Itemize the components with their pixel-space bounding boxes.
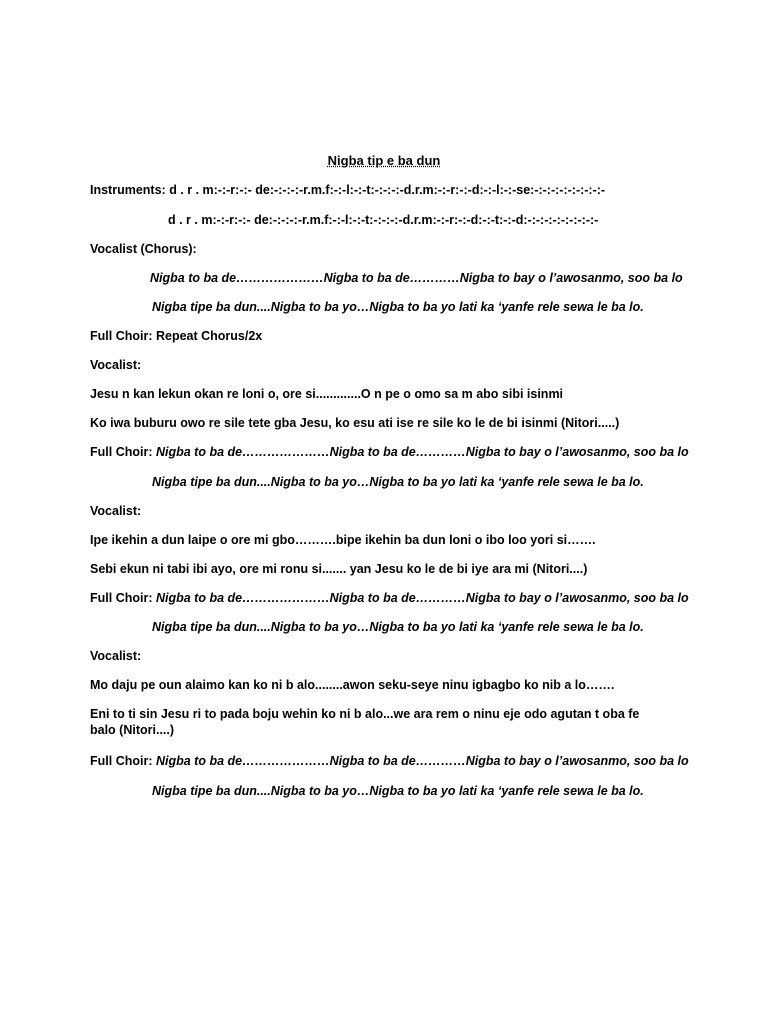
chorus-line-1: Nigba to ba de…………………Nigba to ba de…………Nigba to bay o l’awosanmo, soo ba lo [155, 591, 689, 605]
verse1-line-2: Ko iwa buburu owo re sile tete gba Jesu, ko esu ati ise re sile ko le de bi isinmi (Nitori.....) [90, 416, 620, 430]
chorus-line-2: Nigba tipe ba dun....Nigba to ba yo…Nigba to ba yo lati ka ‘yanfe rele sewa le ba lo. [152, 300, 644, 314]
full-choir-chorus-1 [90, 444, 689, 460]
chorus-line-1: Nigba to ba de…………………Nigba to ba de…………Nigba to bay o l’awosanmo, soo ba lo [150, 271, 683, 285]
vocalist-label-2: Vocalist: [90, 504, 142, 518]
verse2-line-2: Sebi ekun ni tabi ibi ayo, ore mi ronu si....... yan Jesu ko le de bi iye ara mi (Nitori....) [90, 562, 588, 576]
full-choir-chorus-2 [90, 590, 689, 606]
instruments-notes-2: d . r . m:-:-r:-:- de:-:-:-:-r.m.f:-:-l:-:-t:-:-:-:-d.r.m:-:-r:-:-d:-:-t:-:-d:-:-:-:-:-:-:-:-:- [168, 213, 599, 227]
instruments-notes-1: d . r . m:-:-r:-:- de:-:-:-:-r.m.f:-:-l:-:-t:-:-:-:-d.r.m:-:-r:-:-d:-:-l:-:-se:-:-:-:-:-:-:-:-:- [169, 183, 606, 197]
full-choir-chorus-3 [90, 753, 689, 769]
chorus-line-2: Nigba tipe ba dun....Nigba to ba yo…Nigba to ba yo lati ka ‘yanfe rele sewa le ba lo. [152, 784, 644, 798]
full-choir-label: Full Choir: [90, 754, 153, 768]
verse2-line-1: Ipe ikehin a dun laipe o ore mi gbo……….bipe ikehin ba dun loni o ibo loo yori si……. [90, 533, 596, 547]
instruments-line-1 [90, 182, 605, 198]
full-choir-repeat: Full Choir: Repeat Chorus/2x [90, 329, 263, 343]
chorus-line-2: Nigba tipe ba dun....Nigba to ba yo…Nigba to ba yo lati ka ‘yanfe rele sewa le ba lo. [152, 620, 644, 634]
full-choir-label: Full Choir: [90, 445, 153, 459]
song-title: Nigba tip e ba dun [327, 153, 441, 168]
chorus-line-1: Nigba to ba de…………………Nigba to ba de…………Nigba to bay o l’awosanmo, soo ba lo [155, 445, 689, 459]
vocalist-chorus-label: Vocalist (Chorus): [90, 242, 197, 256]
verse1-line-1: Jesu n kan lekun okan re loni o, ore si.............O n pe o omo sa m abo sibi isinmi [90, 387, 564, 401]
instruments-label: Instruments: [90, 183, 166, 197]
vocalist-label-1: Vocalist: [90, 358, 142, 372]
verse3-line-2: Eni to ti sin Jesu ri to pada boju wehin ko ni b alo...we ara rem o ninu eje odo agutan t oba fe balo (Nitori....) [90, 707, 640, 737]
vocalist-label-3: Vocalist: [90, 649, 142, 663]
chorus-line-1: Nigba to ba de…………………Nigba to ba de…………Nigba to bay o l’awosanmo, soo ba lo [155, 754, 689, 768]
chorus-line-2: Nigba tipe ba dun....Nigba to ba yo…Nigba to ba yo lati ka ‘yanfe rele sewa le ba lo. [152, 475, 644, 489]
verse3-line-1: Mo daju pe oun alaimo kan ko ni b alo........awon seku-seye ninu igbagbo ko nib a lo……. [90, 678, 615, 692]
full-choir-label: Full Choir: [90, 591, 153, 605]
